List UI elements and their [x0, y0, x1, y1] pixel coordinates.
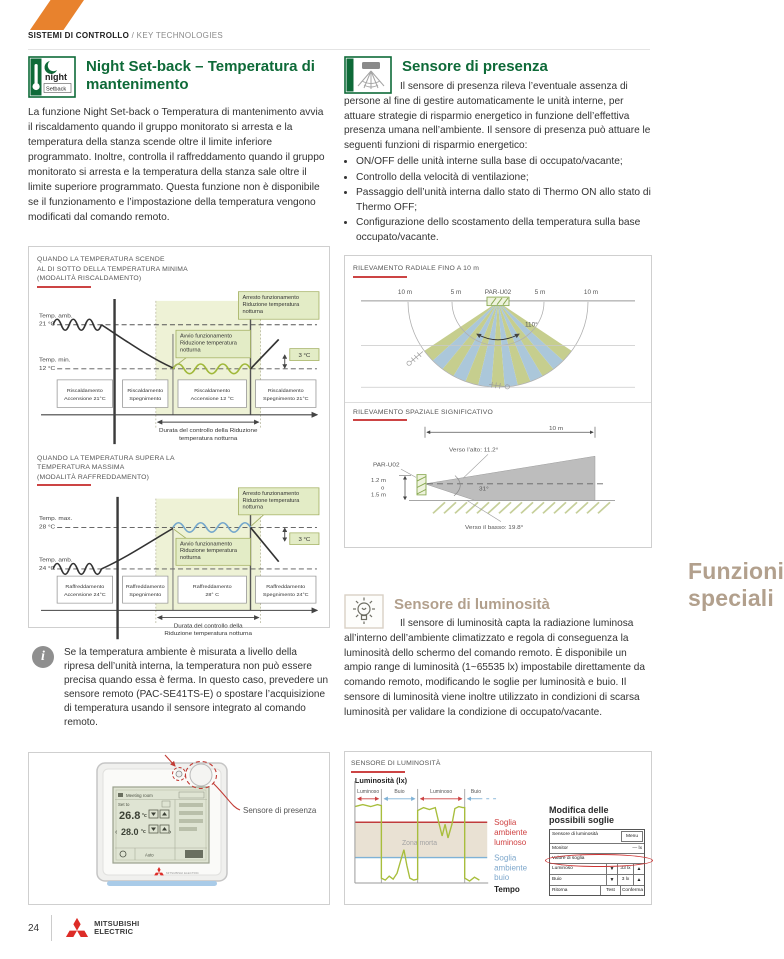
ceiling-sensor-icon [362, 62, 380, 69]
svg-text:°c: °c [142, 813, 147, 819]
y-label: 21 °C [39, 320, 56, 328]
threshold-panel: Modifica delle possibili soglie Sensore di luminosità Menu Monitor — lx Valore di soglia Luminoso ▼ 33 lx ▲ Buio ▼ 3 lx ▲ Ritorna Test Conferma [549, 805, 645, 897]
brand-slash-logo [30, 0, 84, 30]
svg-text:Riscaldamento: Riscaldamento [66, 387, 103, 394]
distance-label: 5 m [450, 288, 462, 296]
span-label: Buio [470, 788, 482, 795]
y-label: Temp. amb. [39, 312, 73, 319]
thermometer-icon [35, 64, 38, 84]
svg-text:ambiente: ambiente [494, 862, 528, 872]
threshold-bright-label: Soglia [494, 817, 517, 827]
red-underline [353, 276, 407, 278]
span-label: Luminoso [357, 788, 380, 795]
span-label: Buio [394, 788, 405, 795]
threshold-dark-label: Soglia [494, 853, 517, 863]
svg-text:Arresto funzionamento: Arresto funzionamento [242, 491, 300, 497]
svg-text:‹: ‹ [115, 829, 118, 836]
svg-text:buio: buio [494, 872, 510, 882]
page-header [28, 31, 650, 50]
brand-name-line1: MITSUBISHI [94, 919, 140, 929]
callout-text: Riduzione temperatura [242, 301, 300, 308]
ambient-temp-curve [53, 564, 101, 575]
list-item: • ON/OFF delle unità interne sulla base di occupato/vacante; [356, 155, 652, 169]
remote-controller-figure [28, 752, 330, 905]
svg-text:28° C: 28° C [205, 592, 220, 598]
info-icon: i [32, 646, 54, 668]
panel-title: Modifica delle [549, 804, 609, 815]
angle-down-label: Verso il basso: 19.8° [465, 524, 524, 531]
floor-hatch [433, 502, 610, 513]
svg-text:Riduzione temperatura: Riduzione temperatura [180, 548, 237, 555]
svg-text:Raffreddamento: Raffreddamento [125, 584, 165, 590]
angle-label: 31° [479, 485, 489, 493]
svg-text:Riscaldamento: Riscaldamento [127, 387, 164, 394]
section-title-presence: Sensore di presenza [402, 58, 548, 75]
luminosita-section [344, 594, 652, 721]
lcd-set-to: Set to [118, 802, 130, 807]
red-underline [351, 771, 405, 773]
distance-label: 5 m [534, 288, 546, 296]
cooling-title-1: QUANDO LA TEMPERATURA SUPERA LA [37, 454, 175, 462]
night-body-text: La funzione Night Set-back o Temperatura di mantenimento avvia il riscaldamento quando il gruppo monitorato si arresta e la temperatura della stanza scende oltre il limite inferiore programmato. Inoltre, controlla il raffreddamento quando il gruppo monitorato si arresta e la temperatura della stanza sale oltre il limite superiore programmato. Questa funzione non è disponibile se il funzionamento e l’impostazione della temperatura vengono modificati dal comando remoto. [28, 107, 325, 223]
y-label: 24 °C [39, 565, 56, 572]
spatial-detection-diagram [353, 423, 643, 541]
dead-zone-label: Zona morta [401, 839, 438, 847]
up-button[interactable]: ▲ [633, 864, 644, 874]
remote-glow [107, 881, 217, 886]
svg-text:Spegnimento 24°C: Spegnimento 24°C [262, 592, 309, 598]
height-label: 1.5 m [371, 492, 386, 499]
svg-text:Accensione 12 °C: Accensione 12 °C [190, 395, 234, 402]
lcd-auto: Auto [145, 852, 154, 858]
lcd-temp-1: 26.8 [119, 810, 141, 822]
down-button[interactable]: ▼ [606, 864, 617, 874]
presence-body-text: Il sensore di presenza rileva l’eventuale assenza di persone al fine di gestire automaticamente le unità interne, per attuare strategie di risparmio energetico in funzione dell’effettiva presenza umana nell’ambiente. Il sensore di presenza può attuare le seguenti funzioni di risparmio energetico: [344, 81, 651, 152]
duration-text: Durata del controllo della Riduzione [158, 427, 258, 434]
night-setback-icon [28, 56, 76, 98]
chart-y-label: Luminosità (lx) [354, 775, 408, 785]
section-title-luminosita: Sensore di luminosità [394, 596, 550, 613]
svg-text:Riduzione temperatura: Riduzione temperatura [242, 498, 300, 504]
svg-text:Raffreddamento: Raffreddamento [266, 584, 306, 590]
svg-text:notturna: notturna [242, 504, 264, 511]
heating-chart [37, 288, 321, 446]
chart-x-label: Tempo [494, 884, 520, 894]
distance-label: 10 m [583, 288, 599, 296]
down-button[interactable]: ▼ [606, 875, 617, 885]
height-label: o [381, 485, 385, 492]
heating-title-2: AL DI SOTTO DELLA TEMPERATURA MINIMA [37, 265, 188, 273]
person-sketch [405, 349, 424, 366]
radial-title: RILEVAMENTO RADIALE FINO A 10 m [353, 265, 480, 272]
svg-text:Raffreddamento: Raffreddamento [65, 584, 105, 590]
callout-text: notturna [180, 347, 201, 353]
distance-label: 10 m [397, 288, 413, 296]
section-title-night: Night Set-back – Temperatura di mantenimento [86, 58, 315, 93]
night-setback-figure-box [28, 246, 330, 638]
detection-fan [424, 301, 571, 386]
callout-text: Avvio funzionamento [180, 333, 233, 340]
state-boxes [57, 576, 316, 603]
list-item: • Configurazione dello scostamento della temperatura sulla base occupato/vacante. [356, 216, 652, 245]
y-label: Temp. max. [39, 515, 73, 523]
angle-label: 110° [525, 321, 538, 328]
dim-label: 10 m [549, 425, 564, 432]
light-sensor-dot [176, 771, 182, 777]
sensor-label: PAR-U02 [484, 288, 512, 296]
page-number: 24 [28, 922, 40, 934]
detection-wedge [425, 456, 595, 500]
svg-text:3 °C: 3 °C [298, 537, 311, 543]
header-section-suffix: / KEY TECHNOLOGIES [131, 31, 223, 40]
y-label: Temp. amb. [39, 557, 73, 564]
remote-controller-drawing [29, 753, 329, 904]
cooling-chart [37, 486, 321, 641]
temperature-note [32, 646, 330, 730]
brand-name-line2: ELECTRIC [94, 927, 134, 936]
radial-detection-diagram [353, 280, 643, 392]
svg-text:Riscaldamento: Riscaldamento [194, 387, 231, 394]
svg-text:Spegnimento: Spegnimento [129, 395, 162, 402]
svg-text:Riduzione temperatura notturna: Riduzione temperatura notturna [164, 631, 252, 638]
night-setback-section [28, 56, 330, 226]
svg-text:Durata del controllo della: Durata del controllo della [173, 623, 243, 630]
y-label: Temp. min. [39, 356, 71, 363]
lcd-temp-2: 28.0 [121, 827, 139, 837]
presence-sensor-label: Sensore di presenza [243, 806, 317, 815]
header-section-title: SISTEMI DI CONTROLLO [28, 31, 130, 40]
height-label: 1.2 m [371, 478, 386, 484]
svg-text:ambiente: ambiente [494, 827, 528, 837]
note-text: Se la temperatura ambiente è misurata a livello della ripresa dell’unità interna, la temperatura non può essere precisa quando essa è ferma. In questo caso, prevedere un sensore remoto (PAC-SE41TS-E) o spostare l’acquisizione di temperatura usando il sensore integrato al comando remoto. [64, 647, 329, 728]
svg-text:›: › [169, 829, 172, 836]
list-item: • Controllo della velocità di ventilazione; [356, 171, 652, 185]
luminosita-body-text: Il sensore di luminosità capta la radiazione luminosa all’interno dell’ambiente climatizzato e regola di conseguenza la luminosità dello schermo del comando remoto. È disponibile un ampio range di luminosità (1~65535 lx) impostabile direttamente da comando remoto, modificando le soglie per luminosità e buio. Il sensore di luminosità viene inoltre utilizzato in condizioni di scarsa luminosità per validare la condizione di occupato/vacante. [344, 618, 646, 718]
svg-text:notturna: notturna [180, 555, 201, 561]
back-button[interactable]: Ritorna [552, 888, 568, 894]
presence-sensor-dome [190, 764, 212, 786]
confirm-button[interactable]: Conferma [621, 888, 644, 894]
svg-text:Accensione 24°C: Accensione 24°C [63, 592, 106, 598]
y-label: 28 °C [39, 523, 56, 531]
lum-title: SENSORE DI LUMINOSITÀ [351, 760, 441, 767]
brightness-sensor-icon [344, 594, 384, 629]
svg-text:Riscaldamento: Riscaldamento [267, 387, 304, 394]
icon-word-setback: Setback [46, 86, 67, 93]
y-label: 12 °C [39, 364, 56, 372]
list-item: • Passaggio dell’unità interna dallo stato di Thermo ON allo stato di Thermo OFF; [356, 186, 652, 215]
state-boxes [57, 379, 316, 407]
test-button[interactable]: Test [600, 886, 620, 895]
red-underline [353, 419, 407, 421]
heating-title-3: (MODALITÀ RISCALDAMENTO) [37, 275, 142, 283]
mitsubishi-logo-icon [64, 917, 90, 940]
svg-text:Raffreddamento: Raffreddamento [192, 584, 232, 590]
sensor-label: PAR-U02 [373, 461, 400, 469]
callout-text: notturna [242, 308, 264, 315]
delta-text: 3 °C [298, 352, 311, 359]
footer-divider [51, 915, 52, 941]
cooling-title-3: (MODALITÀ RAFFREDDAMENTO) [37, 473, 150, 481]
menu-button[interactable]: Menu [621, 831, 643, 842]
cooling-title-2: TEMPERATURA MASSIMA [37, 464, 125, 472]
spatial-title: RILEVAMENTO SPAZIALE SIGNIFICATIVO [353, 408, 493, 416]
up-button[interactable]: ▲ [633, 875, 644, 885]
heating-title-1: QUANDO LA TEMPERATURA SCENDE [37, 256, 165, 263]
luminosity-figure-box [344, 751, 652, 905]
detection-figure-box [344, 255, 652, 548]
svg-text:Avvio funzionamento: Avvio funzionamento [180, 541, 233, 548]
callout-text: Arresto funzionamento [242, 294, 299, 301]
presence-sensor-icon [344, 56, 392, 94]
lcd-room: Meeting room [126, 793, 153, 798]
ambient-temp-curve [53, 319, 101, 330]
svg-text:Accensione 21°C: Accensione 21°C [64, 395, 106, 402]
callout-text: Riduzione temperatura [180, 340, 237, 346]
luminosity-chart [351, 775, 547, 897]
svg-text:Spegnimento: Spegnimento [129, 592, 162, 598]
remote-threshold-screen: Sensore di luminosità Menu Monitor — lx Valore di soglia Luminoso ▼ 33 lx ▲ Buio ▼ 3 lx ▲ Ritorna Test Conferma [549, 829, 645, 896]
span-label: Luminoso [430, 788, 453, 795]
funzioni-speciali-heading: Funzioni speciali [688, 558, 784, 611]
icon-word-night: night [45, 72, 67, 82]
svg-text:Spegnimento 21°C: Spegnimento 21°C [262, 395, 309, 402]
duration-text: temperatura notturna [179, 435, 238, 442]
angle-up-label: Verso l’alto: 11.2° [449, 446, 499, 454]
svg-text:luminoso: luminoso [494, 837, 527, 847]
presence-section [344, 56, 652, 245]
svg-text:°c: °c [141, 829, 146, 835]
page-footer [28, 915, 139, 941]
presence-bullet-list [356, 155, 652, 245]
svg-text:MITSUBISHI ELECTRIC: MITSUBISHI ELECTRIC [166, 871, 199, 875]
